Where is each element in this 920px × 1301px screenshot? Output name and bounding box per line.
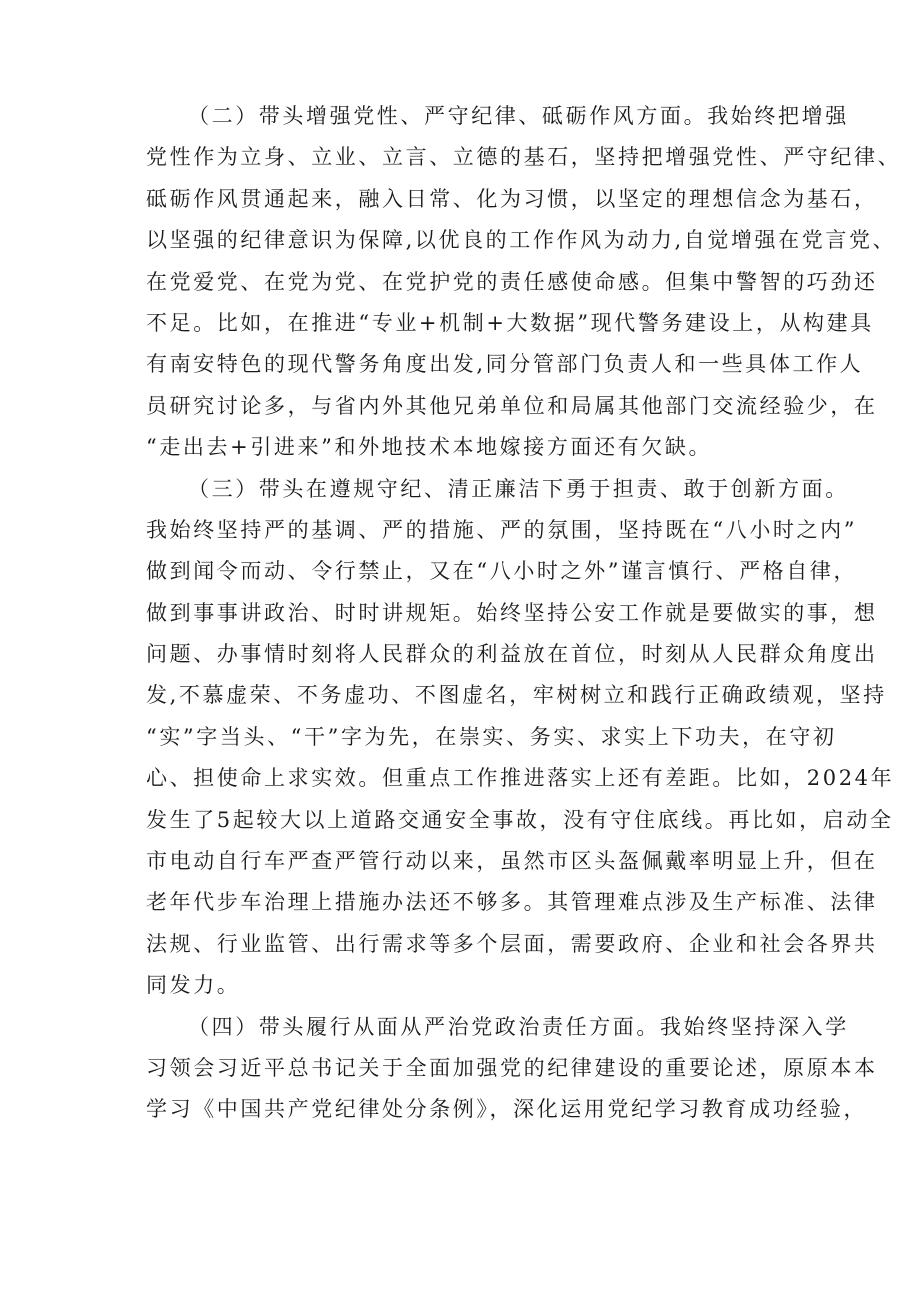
text-line: 员研究讨论多，与省内外其他兄弟单位和局属其他部门交流经验少，在 [146,393,878,418]
text-line: 问题、办事情时刻将人民群众的利益放在首位，时刻从人民群众角度出 [146,642,878,667]
text-line: 做到事事讲政治、时时讲规矩。始终坚持公安工作就是要做实的事，想 [146,600,878,625]
paragraph-section-3 [146,469,895,1007]
text-line: 以坚强的纪律意识为保障,以优良的工作作风为动力,自觉增强在党言党、 [146,228,897,253]
text-line: 法规、行业监管、出行需求等多个层面，需要政府、企业和社会各界共 [146,931,878,956]
text-line: 我始终坚持严的基调、严的措施、严的氛围，坚持既在“八小时之内” [146,517,858,542]
text-line: 同发力。 [146,973,241,998]
text-line: 党性作为立身、立业、立言、立德的基石，坚持把增强党性、严守纪律、 [146,145,902,170]
text-line: 心、担使命上求实效。但重点工作推进落实上还有差距。比如，2024年 [146,766,895,791]
text-line: （三）带头在遵规守纪、清正廉洁下勇于担责、敢于创新方面。 [188,476,849,501]
document-body [146,96,902,1131]
text-line: 砥砺作风贯通起来，融入日常、化为习惯，以坚定的理想信念为基石， [146,186,878,211]
text-line: 发生了5起较大以上道路交通安全事故，没有守住底线。再比如，启动全 [146,807,894,832]
text-line: 有南安特色的现代警务角度出发,同分管部门负责人和一些具体工作人 [146,352,864,377]
text-line: 学习《中国共产党纪律处分条例》，深化运用党纪学习教育成功经验， [146,1097,868,1122]
text-line: 习领会习近平总书记关于全面加强党的纪律建设的重要论述，原原本本 [146,1055,878,1080]
text-line: 不足。比如，在推进“专业+机制+大数据”现代警务建设上，从构建具 [146,310,874,335]
text-line: 做到闻令而动、令行禁止，又在“八小时之外”谨言慎行、严格自律， [146,559,858,584]
text-line: “走出去+引进来”和外地技术本地嫁接方面还有欠缺。 [146,435,713,460]
text-line: 在党爱党、在党为党、在党护党的责任感使命感。但集中警智的巧劲还 [146,269,878,294]
text-line: 发,不慕虚荣、不务虚功、不图虚名，牢树树立和践行正确政绩观，坚持 [146,683,887,708]
paragraph-section-4 [146,1007,878,1131]
paragraph-section-2 [146,96,902,469]
text-line: （四）带头履行从面从严治党政治责任方面。我始终坚持深入学 [188,1014,849,1039]
text-line: “实”字当头、“干”字为先，在崇实、务实、求实上下功夫，在守初 [146,724,837,749]
text-line: （二）带头增强党性、严守纪律、砥砺作风方面。我始终把增强 [188,104,849,128]
text-line: 老年代步车治理上措施办法还不够多。其管理难点涉及生产标准、法律 [146,890,878,915]
text-line: 市电动自行车严查严管行动以来，虽然市区头盔佩戴率明显上升，但在 [146,849,878,874]
